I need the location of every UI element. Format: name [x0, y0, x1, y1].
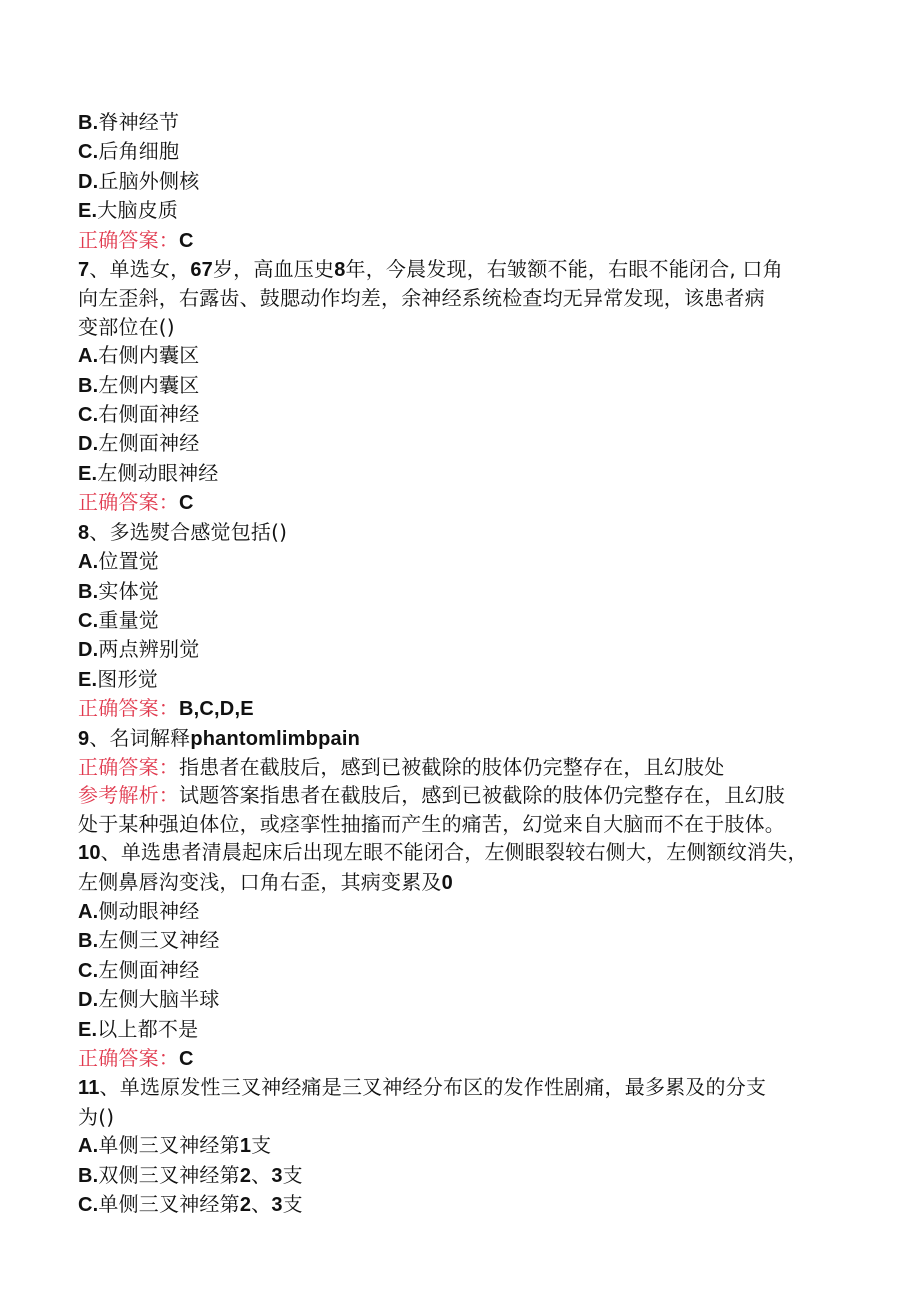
option-text: 左侧面神经 — [98, 957, 200, 982]
answer-label: 正确答案： — [78, 696, 179, 721]
option-text: 单侧三叉神经第 — [98, 1133, 240, 1158]
analysis-continuation — [78, 810, 838, 838]
option-bold-1: 1 — [239, 1135, 252, 1158]
option-text: 左侧内囊区 — [98, 372, 200, 397]
option-key: E. — [78, 1018, 98, 1041]
option-text: 重量觉 — [98, 607, 160, 632]
option-key: A. — [78, 345, 99, 368]
answer-text: 指患者在截肢后，感到已被截除的肢体仍完整存在，且幻肢处 — [179, 754, 725, 779]
option-text: 左侧三叉神经 — [98, 928, 220, 953]
option-key: D. — [78, 989, 99, 1012]
answer-value: C — [179, 1048, 194, 1070]
option-b — [78, 926, 838, 955]
option-text: 单侧三叉神经第 — [98, 1192, 240, 1217]
option-b — [78, 1161, 838, 1190]
option-text: 两点辨别觉 — [98, 637, 200, 662]
option-a — [78, 897, 838, 926]
option-b — [78, 371, 838, 400]
option-key: C. — [78, 1194, 99, 1217]
plain-text: 处于某种强迫体位，或痉挛性抽搐而产生的痛苦，幻觉来自大脑而不在于肢体。 — [78, 811, 785, 836]
question-text-2: 岁，高血压史 — [212, 257, 335, 282]
option-key: A. — [78, 551, 99, 574]
question-number: 10 — [78, 842, 101, 865]
option-e — [78, 196, 838, 225]
question-text-3: 年，今晨发现，右皱额不能，右眼不能闭合, 口角 — [345, 257, 783, 282]
answer-label: 正确答案： — [78, 227, 179, 252]
correct-answer — [78, 1044, 838, 1073]
option-text: 侧动眼神经 — [98, 898, 200, 923]
option-text: 双侧三叉神经第 — [98, 1162, 240, 1187]
option-text-2: 、 — [251, 1192, 272, 1217]
option-e — [78, 1015, 838, 1044]
analysis-label: 参考解析： — [78, 783, 179, 808]
answer-value: B,C,D,E — [179, 698, 254, 721]
document-page — [78, 108, 838, 1219]
correct-answer — [78, 488, 838, 517]
question-continuation — [78, 1103, 838, 1131]
question-bold-1: 0 — [441, 871, 453, 894]
option-text: 脊神经节 — [98, 110, 180, 134]
option-c — [78, 956, 838, 985]
question-text: 、单选女， — [89, 257, 191, 282]
plain-text: 向左歪斜，右露齿、鼓腮动作均差，余神经系统检查均无异常发现，该患者病 — [78, 286, 765, 311]
question-continuation — [78, 313, 838, 341]
option-text: 右侧面神经 — [98, 402, 200, 427]
answer-value: C — [179, 492, 194, 515]
option-bold-2: 3 — [271, 1194, 283, 1217]
option-key: C. — [78, 609, 99, 632]
reference-analysis — [78, 781, 838, 809]
option-key: E. — [78, 668, 98, 691]
option-key: C. — [78, 404, 99, 427]
option-bold-2: 3 — [271, 1164, 283, 1187]
option-d — [78, 985, 838, 1014]
option-text: 右侧内囊区 — [98, 343, 200, 368]
option-a — [78, 341, 838, 370]
option-key: A. — [78, 1135, 99, 1158]
question-number: 11 — [78, 1077, 100, 1100]
question-text: 、单选原发性三叉神经痛是三叉神经分布区的发作性剧痛，最多累及的分支 — [99, 1075, 767, 1100]
question-10 — [78, 838, 838, 867]
option-key: B. — [78, 112, 99, 134]
option-text: 图形觉 — [97, 666, 158, 691]
option-key: B. — [78, 930, 99, 953]
option-key: B. — [78, 1164, 99, 1187]
option-text: 位置觉 — [98, 549, 160, 574]
correct-answer — [78, 226, 838, 255]
plain-text: 左侧鼻唇沟变浅，口角右歪，其病变累及 — [78, 869, 442, 894]
answer-value: C — [179, 229, 194, 252]
option-d — [78, 167, 838, 196]
option-key: D. — [78, 170, 99, 193]
option-e — [78, 459, 838, 488]
question-bold-2: 8 — [334, 259, 346, 282]
plain-text: 变部位在() — [78, 314, 175, 339]
option-key: E. — [78, 200, 98, 223]
option-key: C. — [78, 141, 99, 164]
question-term: phantomlimbpain — [190, 727, 360, 750]
option-b — [78, 108, 838, 137]
question-8 — [78, 518, 838, 547]
question-11 — [78, 1073, 838, 1102]
answer-label: 正确答案： — [78, 1046, 179, 1070]
option-text: 左侧大脑半球 — [98, 987, 220, 1012]
option-c — [78, 1190, 838, 1219]
option-text-2: 、 — [251, 1162, 272, 1187]
option-a — [78, 547, 838, 576]
option-e — [78, 665, 838, 694]
option-text: 丘脑外侧核 — [98, 168, 200, 193]
question-number: 9 — [78, 727, 90, 750]
question-continuation — [78, 868, 838, 897]
option-text: 左侧动眼神经 — [97, 460, 219, 485]
answer-label: 正确答案： — [78, 490, 179, 515]
option-key: D. — [78, 433, 99, 456]
question-text: 、单选患者清晨起床后出现左眼不能闭合，左侧眼裂较右侧大，左侧额纹消失， — [100, 840, 808, 865]
question-text: 、名词解释 — [89, 725, 191, 750]
question-text: 、多选熨合感觉包括() — [89, 519, 288, 544]
option-key: B. — [78, 374, 99, 397]
option-bold-1: 2 — [239, 1194, 252, 1217]
question-continuation — [78, 284, 838, 312]
option-c — [78, 400, 838, 429]
option-key: E. — [78, 462, 98, 485]
option-text-2: 支 — [251, 1133, 272, 1158]
answer-label: 正确答案： — [78, 754, 179, 779]
option-key: B. — [78, 580, 99, 603]
question-number: 8 — [78, 521, 90, 544]
option-text: 大脑皮质 — [97, 198, 179, 223]
question-9 — [78, 724, 838, 753]
option-key: C. — [78, 959, 99, 982]
question-7 — [78, 255, 838, 284]
option-text: 实体觉 — [98, 578, 160, 603]
option-d — [78, 635, 838, 664]
option-text-3: 支 — [282, 1192, 303, 1217]
correct-answer-text — [78, 753, 838, 781]
option-bold-1: 2 — [239, 1164, 252, 1187]
option-text: 后角细胞 — [98, 139, 180, 164]
question-bold-1: 67 — [190, 259, 213, 282]
option-key: A. — [78, 900, 99, 923]
analysis-text: 试题答案指患者在截肢后，感到已被截除的肢体仍完整存在，且幻肢 — [179, 783, 785, 808]
plain-text: 为() — [78, 1104, 115, 1129]
option-a — [78, 1131, 838, 1160]
option-key: D. — [78, 639, 99, 662]
option-c — [78, 606, 838, 635]
option-b — [78, 577, 838, 606]
option-d — [78, 429, 838, 458]
option-text: 左侧面神经 — [98, 431, 200, 456]
option-c — [78, 137, 838, 166]
correct-answer — [78, 694, 838, 723]
question-number: 7 — [78, 259, 90, 282]
option-text-3: 支 — [282, 1162, 303, 1187]
option-text: 以上都不是 — [97, 1016, 199, 1041]
